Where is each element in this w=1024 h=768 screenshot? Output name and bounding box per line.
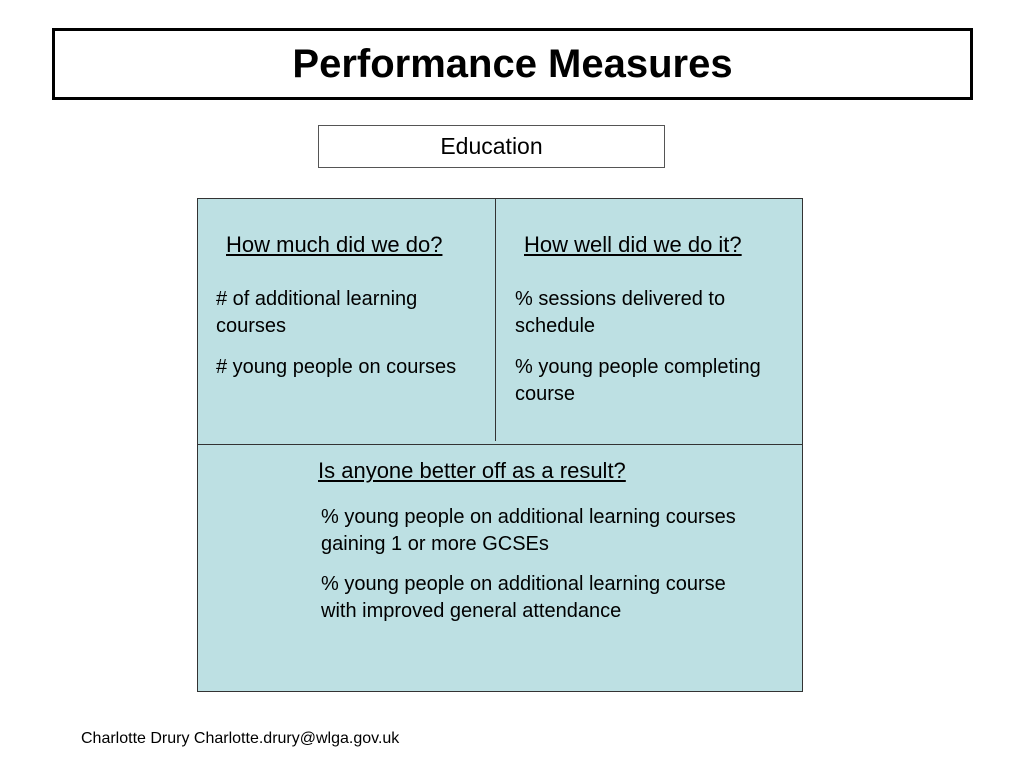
how-well-item-2: % young people completing course <box>515 356 761 405</box>
title-box <box>52 28 973 100</box>
horizontal-divider <box>198 444 802 445</box>
heading-better-off: Is anyone better off as a result? <box>318 458 626 483</box>
how-much-item-1: # of additional learning courses <box>216 288 418 337</box>
better-off-item-2: % young people on additional learning course with improved general attendance <box>321 573 726 622</box>
heading-how-much: How much did we do? <box>226 232 443 257</box>
heading-how-well: How well did we do it? <box>524 232 742 257</box>
vertical-divider <box>495 199 496 441</box>
page-title: Performance Measures <box>292 41 733 86</box>
how-much-item-2: # young people on courses <box>216 356 457 378</box>
how-well-item-1: % sessions delivered to schedule <box>515 288 726 337</box>
footer-credit: Charlotte Drury Charlotte.drury@wlga.gov.uk <box>81 730 400 747</box>
subject-label: Education <box>440 133 543 159</box>
subject-label-box <box>318 125 665 168</box>
better-off-item-1: % young people on additional learning courses gaining 1 or more GCSEs <box>321 506 736 555</box>
measures-panel <box>197 198 803 692</box>
